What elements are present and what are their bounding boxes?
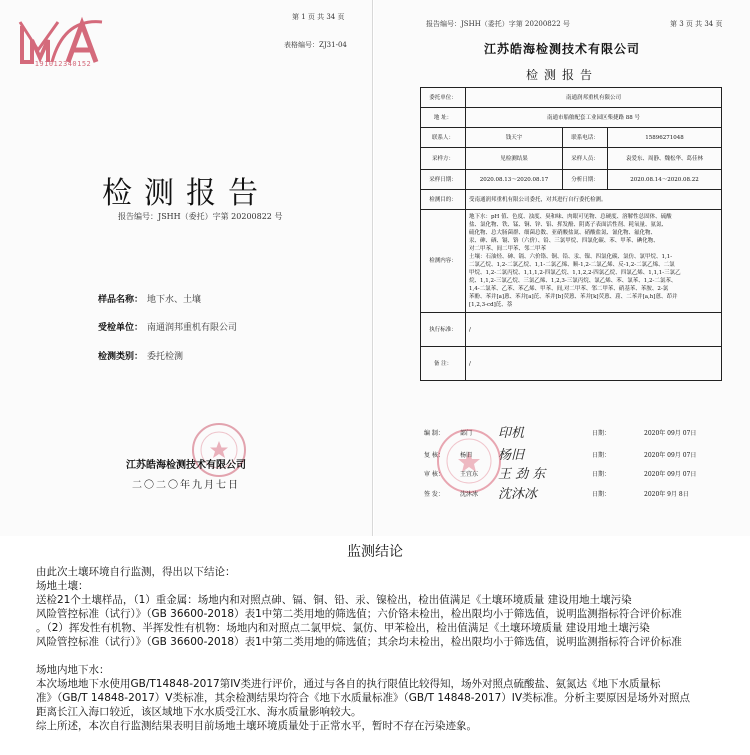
client-value: 南通润邦重机有限公司 xyxy=(466,88,722,108)
handwritten-signature: 印机 xyxy=(498,426,525,441)
issuing-company: 江苏皓海检测技术有限公司 xyxy=(126,460,246,471)
field-value: 委托检测 xyxy=(147,352,184,362)
conclusion-line: 综上所述，本次自行监测结果表明目前场地土壤环境质量处于正常水平，暂时不存在污染迹象。 xyxy=(36,720,477,732)
conclusion-line: 风险管控标准（试行）》（GB 36600-2018）表1中第二类用地的筛选值；六价铬未检出，检出限均小于筛选值，说明监测指标符合评价标准 xyxy=(36,608,682,620)
content-line: 土壤：石油烃、砷、镉、六价铬、铜、铅、汞、镍、四氯化碳、氯仿、氯甲烷、1,1- xyxy=(469,254,673,260)
report-cover-page xyxy=(0,0,373,536)
page-number: 第 1 页 共 34 页 xyxy=(292,13,345,21)
conclusion-line: 距离长江入海口较近，该区域地下水水质受江水、海水质量影响较大。 xyxy=(36,706,362,718)
content-line: 甲烷、1,2-二氯丙烷、1,1,1,2-四氯乙烷、1,1,2,2-四氯乙烷、四氯乙烯、1,1,1-三氯乙 xyxy=(469,270,681,276)
sampling-date-value: 2020.08.13～2020.08.17 xyxy=(466,170,563,190)
report-info-page xyxy=(374,0,750,536)
field-label: 受检单位： xyxy=(98,323,144,333)
conclusion-line: 场地土壤： xyxy=(36,580,89,592)
form-number: 表格编号：ZJ31-04 xyxy=(284,41,347,49)
conclusion-line: 。（2）挥发性有机物、半挥发性有机物：场地内和对照点二氯甲烷、氯仿、甲苯检出，检出值满足《土壤环境质量 建设用地土壤污染 xyxy=(36,622,650,634)
page-number: 第 3 页 共 34 页 xyxy=(670,20,723,28)
cma-certificate-number: 191012340152 xyxy=(34,60,92,68)
conclusion-line: 由此次土壤环境自行监测，得出以下结论： xyxy=(36,566,236,578)
conclusion-title: 监测结论 xyxy=(347,544,403,560)
company-name: 江苏皓海检测技术有限公司 xyxy=(483,42,640,56)
inspected-unit-field xyxy=(98,320,237,333)
date-label: 日期： xyxy=(592,452,611,459)
address-label: 地 址： xyxy=(421,108,466,128)
contact-value: 钱天宇 xyxy=(466,128,563,148)
sampler-value: 袁爱东、周静、魏松华、葛佳林 xyxy=(608,148,722,170)
content-label: 检测内容： xyxy=(421,210,466,313)
conclusion-line: 风险管控标准（试行）》（GB 36600-2018）表1中第二类用地的筛选值；其余均未检出，检出限均小于筛选值，说明监测指标符合评价标准 xyxy=(36,636,682,648)
conclusion-line: 场地内地下水： xyxy=(36,664,110,676)
content-line: 硫化物、总大肠菌群、细菌总数、亚硝酸盐氮、硝酸盐氮、氰化物、氟化物、 xyxy=(469,230,657,236)
date-label: 日期： xyxy=(592,430,611,437)
address-value: 南通市船舶配套工业园区柴捷路 88 号 xyxy=(466,108,722,128)
date-value: 2020年 09月 07日 xyxy=(644,471,697,478)
sampler-label: 采样人员： xyxy=(563,148,608,170)
content-value xyxy=(466,210,722,313)
field-label: 样品名称： xyxy=(98,295,144,305)
role-label: 审 核： xyxy=(424,471,444,478)
report-number: 报告编号：JSHH（委托）字第 20200822 号 xyxy=(426,20,570,28)
dept-label: 杨旧 xyxy=(460,452,473,459)
date-label: 日期： xyxy=(592,471,611,478)
role-label: 签 发： xyxy=(424,491,444,498)
phone-value: 15896271048 xyxy=(608,128,722,148)
role-label: 编 制： xyxy=(424,430,444,437)
analysis-date-value: 2020.08.14～2020.08.22 xyxy=(608,170,722,190)
test-category-field xyxy=(98,349,183,362)
field-label: 检测类别： xyxy=(98,352,144,362)
exec-standard-label: 执行标准： xyxy=(421,313,466,347)
conclusion-line: 本次场地地下水使用GB/T14848-2017第IV类进行评价，通过与各自的执行限值比较得知，场外对照点硫酸盐、氨氮达《地下水质量标 xyxy=(36,678,661,690)
remark-value: / xyxy=(466,347,722,381)
content-line: 苯酚、苯并[a]蒽、苯并[a]芘、苯并[b]荧蒽、苯并[k]荧蒽、䓛、二苯并[a,h]蒽、茚并 xyxy=(469,294,678,300)
report-title: 检测报告 xyxy=(102,176,270,211)
monitoring-conclusion xyxy=(0,538,750,755)
phone-label: 联系电话： xyxy=(563,128,608,148)
exec-standard-value: / xyxy=(466,313,722,347)
content-line: 盐、氯化物、铁、锰、铜、锌、铝、挥发酚、阴离子表面活性剂、耗氧量、氨氮、 xyxy=(469,222,668,228)
date-value: 2020年 09月 07日 xyxy=(644,452,697,459)
sampling-label: 采样方： xyxy=(421,148,466,170)
field-value: 南通润邦重机有限公司 xyxy=(147,323,238,333)
content-line: [1,2,3-cd]芘、萘 xyxy=(469,302,513,308)
handwritten-signature: 沈沐冰 xyxy=(498,487,538,502)
report-title: 检测报告 xyxy=(525,68,598,82)
issue-date: 二〇二〇年九月七日 xyxy=(132,480,240,491)
handwritten-signature: 王 劲 东 xyxy=(498,467,546,482)
content-line: 地下水：pH 值、色度、浊度、臭和味、肉眼可见物、总硬度、溶解性总固体、硫酸 xyxy=(469,214,672,220)
handwritten-signature: 杨旧 xyxy=(498,448,525,463)
content-line: 1,4-二氯苯、乙苯、苯乙烯、甲苯、间,对二甲苯、邻二甲苯、硝基苯、苯胺、2-氯 xyxy=(469,286,669,292)
content-line: 汞、砷、硒、镉、铬（六价）、铅、三氯甲烷、四氯化碳、苯、甲苯、碘化物、 xyxy=(469,238,659,244)
sampling-date-label: 采样日期： xyxy=(421,170,466,190)
sampling-value: 见检测结果 xyxy=(466,148,563,170)
report-info-table xyxy=(420,87,722,381)
report-number: 报告编号：JSHH（委托）字第 20200822 号 xyxy=(118,212,283,221)
content-line: 烷、1,1,2-三氯乙烷、三氯乙烯、1,2,3-三氯丙烷、氯乙烯、苯、氯苯、1,2-二氯苯、 xyxy=(469,278,677,284)
conclusion-line: 准》（GB/T 14848-2017）V类标准，其余检测结果均符合《地下水质量标准》（GB/T 14848-2017）IV类标准。分析主要原因是场外对照点 xyxy=(36,692,691,704)
date-value: 2020年 9月 8日 xyxy=(644,491,689,498)
contact-label: 联系人： xyxy=(421,128,466,148)
conclusion-line: 送检21个土壤样品，（1）重金属：场地内和对照点砷、镉、铜、铅、汞、镍检出，检出值满足《土壤环境质量 建设用地土壤污染 xyxy=(36,594,632,606)
purpose-label: 检测目的： xyxy=(421,190,466,210)
client-label: 委托单位： xyxy=(421,88,466,108)
dept-label: 王宜东 xyxy=(460,471,479,478)
date-label: 日期： xyxy=(592,491,611,498)
date-value: 2020年 09月 07日 xyxy=(644,430,697,437)
dept-label: 部门 xyxy=(460,430,473,437)
field-value: 地下水、土壤 xyxy=(147,295,202,305)
content-line: 二氯乙烷、1,2-二氯乙烷、1,1-二氯乙烯、顺-1,2-二氯乙烯、反-1,2-二氯乙烯、二氯 xyxy=(469,262,675,268)
analysis-date-label: 分析日期： xyxy=(563,170,608,190)
sample-name-field xyxy=(98,292,201,305)
dept-label: 沈沐冰 xyxy=(460,491,479,498)
content-line: 对二甲苯、间二甲苯、邻二甲苯 xyxy=(469,246,547,252)
role-label: 复 核： xyxy=(424,452,444,459)
purpose-value: 受南通润邦重机有限公司委托，对其进行自行委托检测。 xyxy=(466,190,722,210)
remark-label: 备 注： xyxy=(421,347,466,381)
